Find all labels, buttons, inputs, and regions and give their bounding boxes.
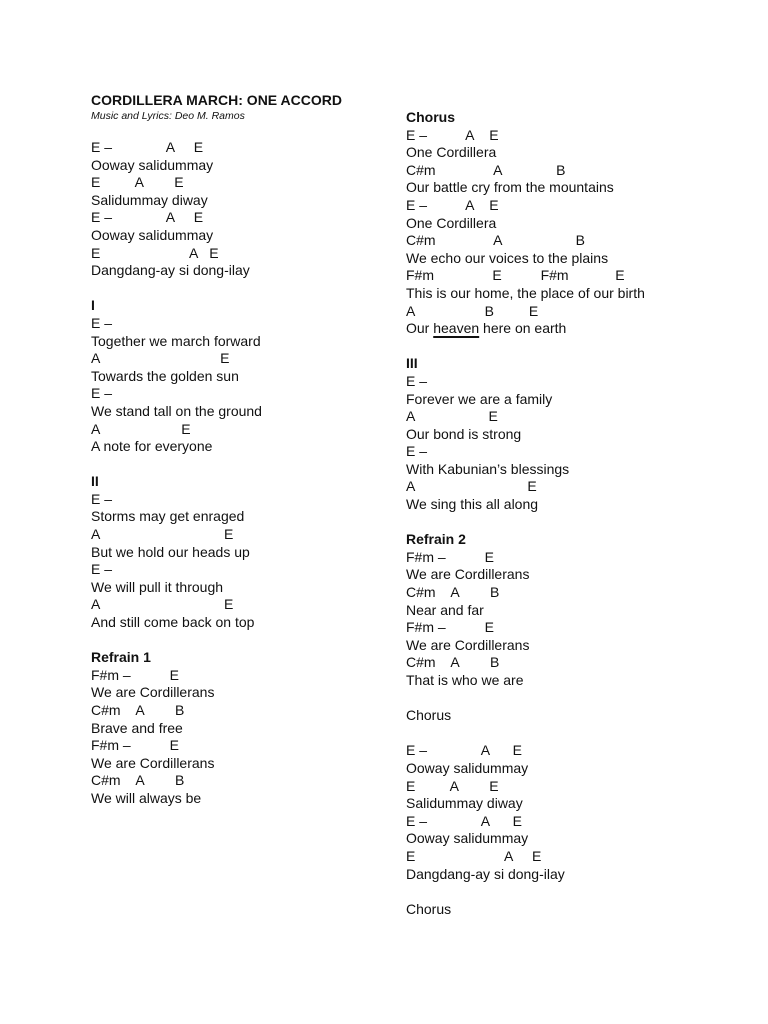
- chord-line: F#m – E: [406, 619, 494, 636]
- lyric-line: We are Cordillerans: [91, 684, 215, 701]
- lyric-line: One Cordillera: [406, 144, 497, 161]
- lyric-line: With Kabunian’s blessings: [406, 460, 570, 477]
- lyric-line: We sing this all along: [406, 496, 539, 513]
- chord-line: E A E: [406, 847, 542, 864]
- blank-line: [406, 514, 736, 532]
- chord-line: C#m A B: [406, 654, 500, 671]
- lyric-line: Our battle cry from the mountains: [406, 179, 614, 196]
- chord-line: E – A E: [406, 812, 522, 829]
- chord-line: E –: [406, 443, 428, 460]
- lyric-line: We stand tall on the ground: [91, 402, 262, 419]
- section-heading: I: [91, 297, 95, 314]
- underlined-word: heaven: [433, 320, 480, 337]
- section-heading: III: [406, 355, 418, 372]
- lyric-line: Near and far: [406, 601, 484, 618]
- right-lyrics: [406, 109, 736, 918]
- lyric-line: Ooway salidummay: [91, 156, 214, 173]
- section-heading: II: [91, 473, 99, 490]
- section-heading: Chorus: [406, 707, 452, 724]
- chord-line: E – A E: [91, 139, 204, 155]
- section-heading: Refrain 2: [406, 531, 466, 548]
- chord-line: E –: [406, 372, 428, 389]
- chord-line: A B E: [406, 302, 539, 319]
- chord-line: F#m – E: [91, 737, 179, 754]
- chord-line: E – A E: [406, 126, 499, 143]
- blank-line: [406, 725, 736, 743]
- lyric-line: We are Cordillerans: [91, 754, 215, 771]
- chord-line: F#m – E: [91, 666, 179, 683]
- lyric-line: And still come back on top: [91, 614, 255, 631]
- chord-line: E A E: [91, 174, 184, 191]
- chord-line: A E: [406, 408, 498, 425]
- blank-line: [91, 456, 391, 474]
- blank-line: [91, 632, 391, 650]
- blank-line: [406, 883, 736, 901]
- lyric-line: Towards the golden sun: [91, 367, 239, 384]
- left-column: [91, 92, 391, 808]
- lyric-line: But we hold our heads up: [91, 543, 250, 560]
- lyric-line: That is who we are: [406, 672, 524, 688]
- chord-line: A E: [91, 420, 191, 437]
- lyric-line: We will always be: [91, 789, 202, 806]
- lyric-line: Dangdang-ay si dong-ilay: [406, 865, 565, 882]
- lyric-line: Salidummay diway: [91, 191, 208, 208]
- chord-line: F#m – E: [406, 548, 494, 565]
- blank-line: [406, 338, 736, 356]
- lyric-line: One Cordillera: [406, 214, 497, 231]
- blank-line: [406, 690, 736, 708]
- chord-line: C#m A B: [406, 584, 500, 601]
- chord-line: C#m A B: [406, 161, 566, 178]
- lyric-line: Our heaven here on earth: [406, 320, 567, 337]
- song-credits: Music and Lyrics: Deo M. Ramos: [91, 110, 245, 122]
- lyric-line: Ooway salidummay: [91, 226, 214, 243]
- chord-line: A E: [91, 596, 234, 613]
- chord-line: C#m A B: [91, 772, 185, 789]
- lyric-line: Salidummay diway: [406, 795, 523, 812]
- lyric-line: We are Cordillerans: [406, 566, 530, 583]
- chord-line: A E: [91, 350, 230, 367]
- chord-line: F#m E F#m E: [406, 267, 625, 284]
- lyric-line: Dangdang-ay si dong-ilay: [91, 262, 250, 279]
- chord-line: E A E: [91, 244, 219, 261]
- chord-line: A E: [406, 478, 537, 495]
- chord-line: E –: [91, 385, 113, 402]
- lyric-line: Ooway salidummay: [406, 759, 529, 776]
- chord-line: E –: [91, 314, 113, 331]
- chord-line: E –: [91, 561, 113, 578]
- lyric-line: We echo our voices to the plains: [406, 249, 609, 266]
- lyric-line: Storms may get enraged: [91, 508, 245, 525]
- blank-line: [91, 280, 391, 298]
- chord-line: E – A E: [406, 742, 522, 759]
- lyric-line: A note for everyone: [91, 438, 213, 455]
- lyric-line: We will pull it through: [91, 578, 224, 595]
- chord-line: E – A E: [91, 209, 204, 226]
- lyric-line: Forever we are a family: [406, 390, 553, 407]
- lyric-line: We are Cordillerans: [406, 636, 530, 653]
- section-heading: Refrain 1: [91, 649, 151, 666]
- right-column: [406, 109, 736, 918]
- chord-line: E – A E: [406, 196, 499, 213]
- chord-line: E A E: [406, 777, 499, 794]
- section-heading: Chorus: [406, 900, 452, 917]
- lyric-line: Brave and free: [91, 719, 183, 736]
- lyric-line: Our bond is strong: [406, 425, 522, 442]
- lyric-line: Ooway salidummay: [406, 830, 529, 847]
- chord-line: C#m A B: [91, 702, 185, 718]
- lyric-line: This is our home, the place of our birth: [406, 284, 645, 301]
- song-title: CORDILLERA MARCH: ONE ACCORD: [91, 92, 342, 108]
- chord-line: C#m A B: [406, 232, 585, 249]
- left-lyrics: [91, 139, 391, 808]
- section-heading: Chorus: [406, 109, 455, 125]
- lyric-line: Together we march forward: [91, 332, 261, 349]
- chord-line: E –: [91, 490, 113, 507]
- chord-line: A E: [91, 526, 234, 543]
